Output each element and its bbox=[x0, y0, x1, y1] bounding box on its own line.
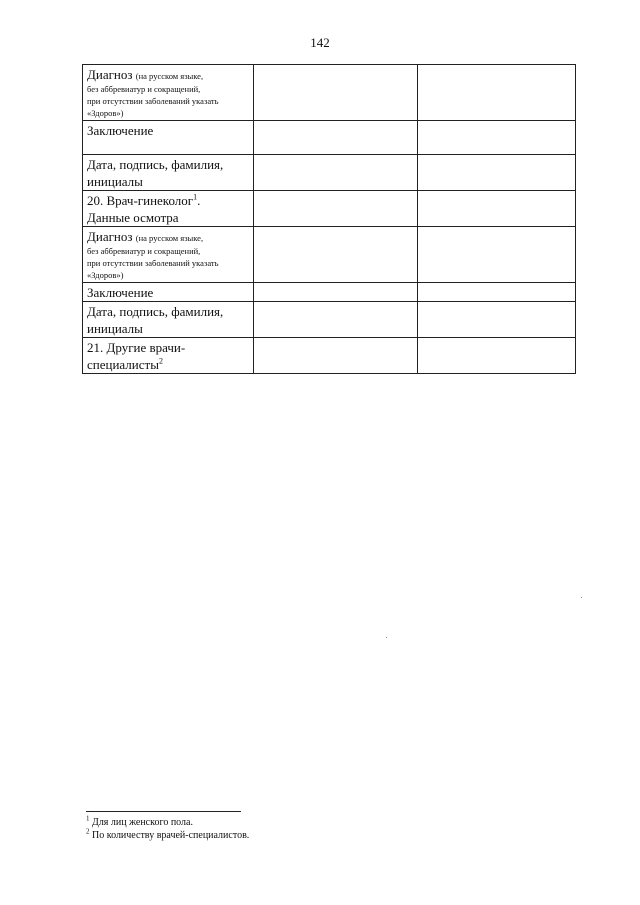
input-cell[interactable] bbox=[418, 283, 576, 302]
row-label: Диагноз bbox=[87, 229, 133, 244]
row-label: Дата, подпись, фамилия, bbox=[87, 304, 224, 319]
row-label-note: без аббревиатур и сокращений, bbox=[87, 84, 201, 94]
row-label-text: 20. Врач-гинеколог bbox=[87, 193, 194, 208]
input-cell[interactable] bbox=[254, 302, 418, 338]
row-label bbox=[87, 356, 249, 373]
table-row-gynecologist bbox=[83, 191, 576, 227]
input-cell[interactable] bbox=[418, 155, 576, 191]
row-label: Заключение bbox=[87, 123, 154, 138]
row-label-cell bbox=[83, 65, 254, 121]
input-cell[interactable] bbox=[418, 302, 576, 338]
row-label: Данные осмотра bbox=[87, 210, 179, 225]
row-label-cell bbox=[83, 191, 254, 227]
row-label-cell bbox=[83, 338, 254, 374]
row-label-cell bbox=[83, 302, 254, 338]
input-cell[interactable] bbox=[254, 191, 418, 227]
row-label-note: (на русском языке, bbox=[135, 233, 204, 243]
row-label: инициалы bbox=[87, 321, 143, 336]
input-cell[interactable] bbox=[418, 191, 576, 227]
footnote-text: По количеству врачей-специалистов. bbox=[92, 830, 250, 841]
row-label: инициалы bbox=[87, 174, 143, 189]
table-row-conclusion bbox=[83, 121, 576, 155]
footnote-text: Для лиц женского пола. bbox=[92, 817, 193, 828]
input-cell[interactable] bbox=[418, 121, 576, 155]
table-row-signature bbox=[83, 302, 576, 338]
row-label-note: «Здоров») bbox=[87, 108, 124, 118]
row-label: 21. Другие врачи- bbox=[87, 340, 186, 355]
input-cell[interactable] bbox=[254, 121, 418, 155]
table-row-other-specialists bbox=[83, 338, 576, 374]
row-label-note: при отсутствии заболеваний указать bbox=[87, 258, 219, 268]
footnote-mark: 2 bbox=[86, 827, 90, 836]
row-label-cell bbox=[83, 121, 254, 155]
footnote-item bbox=[86, 829, 249, 842]
input-cell[interactable] bbox=[254, 227, 418, 283]
footnote-ref: 2 bbox=[158, 356, 163, 366]
row-label bbox=[87, 192, 249, 209]
table-row-signature bbox=[83, 155, 576, 191]
input-cell[interactable] bbox=[254, 283, 418, 302]
input-cell[interactable] bbox=[418, 65, 576, 121]
footnotes bbox=[86, 816, 249, 842]
row-label-punct: . bbox=[197, 193, 201, 208]
row-label-note: при отсутствии заболеваний указать bbox=[87, 96, 219, 106]
row-label-note: «Здоров») bbox=[87, 270, 124, 280]
footnote-item bbox=[86, 816, 249, 829]
footnote-mark: 1 bbox=[86, 814, 90, 823]
page-number: 142 bbox=[310, 35, 330, 50]
row-label: Дата, подпись, фамилия, bbox=[87, 157, 224, 172]
table-row-diagnosis bbox=[83, 65, 576, 121]
input-cell[interactable] bbox=[254, 338, 418, 374]
row-label-cell bbox=[83, 155, 254, 191]
row-label-text: специалисты bbox=[87, 357, 159, 372]
row-label: Диагноз bbox=[87, 67, 133, 82]
scan-speck bbox=[386, 637, 387, 638]
footnote-ref: 1 bbox=[193, 192, 198, 202]
row-label-cell bbox=[83, 227, 254, 283]
row-label: Заключение bbox=[87, 285, 154, 300]
input-cell[interactable] bbox=[418, 227, 576, 283]
footnote-divider bbox=[86, 811, 241, 812]
row-label-note: без аббревиатур и сокращений, bbox=[87, 246, 201, 256]
input-cell[interactable] bbox=[418, 338, 576, 374]
row-label-cell bbox=[83, 283, 254, 302]
scan-speck bbox=[581, 597, 582, 598]
input-cell[interactable] bbox=[254, 65, 418, 121]
table-row-conclusion bbox=[83, 283, 576, 302]
row-label-note: (на русском языке, bbox=[135, 71, 204, 81]
table-row-diagnosis bbox=[83, 227, 576, 283]
medical-exam-table bbox=[82, 64, 576, 374]
input-cell[interactable] bbox=[254, 155, 418, 191]
